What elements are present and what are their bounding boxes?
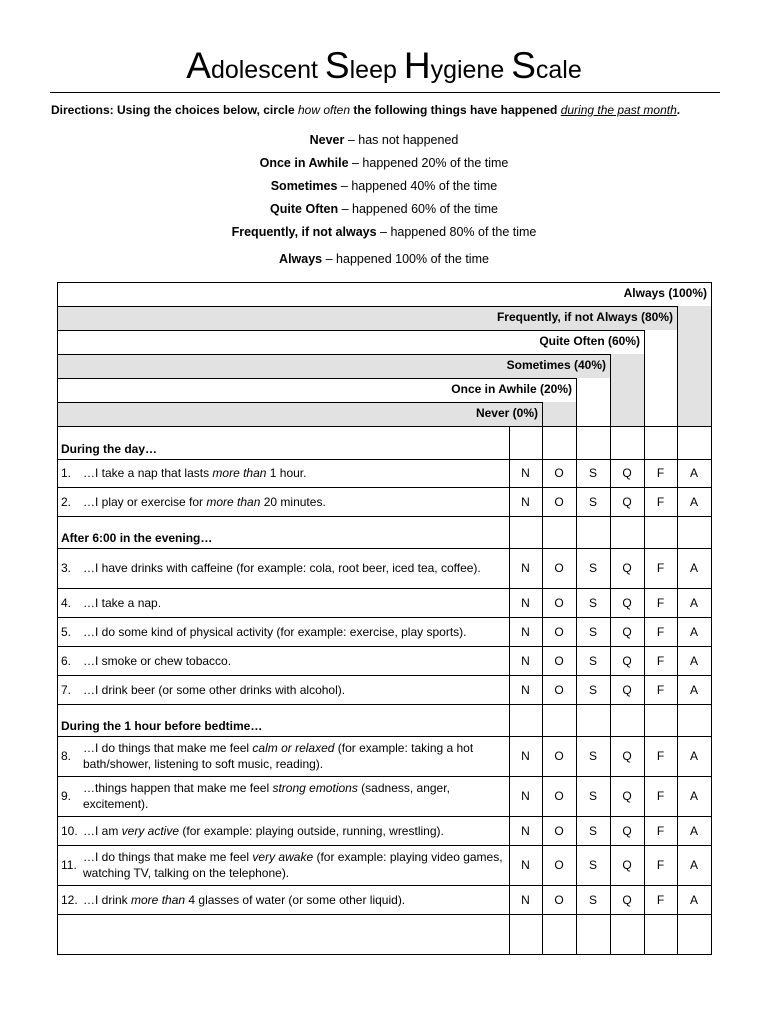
scale-header: Sometimes (40%): [506, 358, 606, 372]
answer-option-S[interactable]: S: [588, 823, 597, 838]
answer-option-A[interactable]: A: [689, 595, 698, 610]
item-text: [79, 776, 509, 816]
item-number: 10.: [61, 823, 78, 838]
answer-option-F[interactable]: F: [656, 561, 665, 575]
table-line: [677, 306, 678, 954]
answer-option-S[interactable]: S: [588, 789, 597, 803]
answer-option-N[interactable]: N: [521, 624, 530, 639]
answer-option-Q[interactable]: Q: [622, 561, 632, 575]
answer-option-F[interactable]: F: [656, 789, 665, 803]
scale-header: Frequently, if not Always (80%): [496, 310, 673, 324]
table-line: [57, 736, 712, 737]
legend-description: – has not happened: [344, 133, 459, 147]
title-initial: A: [186, 45, 211, 86]
item-number: 6.: [61, 653, 72, 668]
answer-option-F[interactable]: F: [656, 466, 665, 480]
table-line: [610, 354, 611, 954]
legend-description: – happened 40% of the time: [337, 179, 498, 193]
item-text-content: …I take a nap.: [83, 595, 162, 610]
answer-option-S[interactable]: S: [588, 682, 597, 697]
answer-option-A[interactable]: A: [689, 466, 698, 480]
table-line: [57, 282, 58, 955]
table-line: [57, 617, 712, 618]
table-line: [57, 675, 712, 676]
item-text-content: …I do things that make me feel calm or relaxed (for example: taking a hot bath/shower, listening to soft music, reading).: [83, 741, 474, 771]
answer-option-N[interactable]: N: [521, 789, 530, 803]
item-text: [79, 885, 509, 914]
answer-option-O[interactable]: O: [554, 749, 564, 763]
table-line: [57, 646, 712, 647]
answer-option-S[interactable]: S: [588, 653, 597, 668]
item-text-content: …I drink beer (or some other drinks with alcohol).: [83, 682, 346, 697]
title-initial: H: [403, 45, 431, 86]
item-text: [79, 736, 509, 776]
item-text: [79, 487, 509, 516]
scale-header: Once in Awhile (20%): [451, 382, 572, 396]
answer-option-O[interactable]: O: [554, 653, 564, 668]
answer-option-S[interactable]: S: [588, 494, 597, 509]
answer-option-F[interactable]: F: [656, 653, 665, 668]
legend-term: Frequently, if not always: [231, 225, 377, 239]
answer-option-O[interactable]: O: [554, 789, 564, 803]
answer-option-Q[interactable]: Q: [622, 892, 632, 907]
item-number: 11.: [61, 858, 77, 872]
item-text: [79, 617, 509, 646]
answer-option-A[interactable]: A: [689, 823, 698, 838]
section-label: During the 1 hour before bedtime…: [61, 719, 263, 733]
item-text-content: …I have drinks with caffeine (for example: cola, root beer, iced tea, coffee).: [83, 561, 481, 575]
legend-description: – happened 20% of the time: [348, 156, 509, 170]
answer-option-O[interactable]: O: [554, 823, 564, 838]
answer-option-Q[interactable]: Q: [622, 595, 632, 610]
answer-option-Q[interactable]: Q: [622, 749, 632, 763]
answer-option-S[interactable]: S: [588, 749, 597, 763]
scale-header: Quite Often (60%): [539, 334, 640, 348]
answer-option-N[interactable]: N: [521, 653, 530, 668]
answer-option-A[interactable]: A: [689, 858, 698, 872]
legend-term: Never: [309, 133, 345, 147]
table-line: [57, 487, 712, 488]
table-line: [57, 885, 712, 886]
title-initial: S: [324, 45, 350, 86]
legend-description: – happened 60% of the time: [338, 202, 498, 216]
answer-option-F[interactable]: F: [656, 624, 665, 639]
directions-text: Directions: Using the choices below, circle: [51, 103, 298, 117]
table-line: [57, 516, 712, 517]
table-line: [57, 954, 712, 955]
answer-option-N[interactable]: N: [521, 595, 530, 610]
answer-option-O[interactable]: O: [554, 624, 564, 639]
section-label: During the day…: [61, 442, 158, 456]
item-text-content: …I do things that make me feel very awake (for example: playing video games, watching TV, talking on the telephone).: [83, 850, 503, 880]
answer-option-Q[interactable]: Q: [622, 653, 632, 668]
table-line: [57, 704, 712, 705]
table-line: [711, 282, 712, 954]
item-text: [79, 845, 509, 885]
answer-option-F[interactable]: F: [656, 892, 665, 907]
table-line: [57, 914, 712, 915]
item-text: [79, 548, 509, 588]
answer-option-Q[interactable]: Q: [622, 466, 632, 480]
table-line: [57, 330, 645, 331]
answer-option-N[interactable]: N: [521, 858, 530, 872]
answer-option-A[interactable]: A: [689, 653, 698, 668]
item-number: 1.: [61, 466, 72, 480]
item-number: 5.: [61, 624, 72, 639]
table-line: [57, 402, 543, 403]
title-word: dolescent: [210, 56, 318, 84]
directions-underlined: during the past month: [560, 103, 677, 117]
item-text-content: …I play or exercise for more than 20 minutes.: [83, 494, 326, 509]
answer-option-N[interactable]: N: [521, 682, 530, 697]
item-text: [79, 459, 509, 487]
answer-option-O[interactable]: O: [554, 858, 564, 872]
item-text-content: …things happen that make me feel strong emotions (sadness, anger, excitement).: [83, 781, 450, 811]
answer-option-O[interactable]: O: [554, 494, 564, 509]
answer-option-A[interactable]: A: [689, 682, 698, 697]
title-word: leep: [349, 56, 397, 84]
table-line: [57, 845, 712, 846]
table-line: [57, 776, 712, 777]
answer-option-A[interactable]: A: [689, 789, 698, 803]
answer-option-F[interactable]: F: [656, 595, 665, 610]
item-text-content: …I smoke or chew tobacco.: [83, 653, 232, 668]
item-number: 7.: [61, 682, 72, 697]
answer-option-A[interactable]: A: [689, 561, 698, 575]
legend-description: – happened 80% of the time: [376, 225, 537, 239]
answer-option-S[interactable]: S: [588, 624, 597, 639]
table-line: [542, 402, 543, 954]
section-label: After 6:00 in the evening…: [61, 531, 213, 545]
title-word: ygiene: [430, 56, 505, 84]
answer-option-S[interactable]: S: [588, 561, 597, 575]
answer-option-A[interactable]: A: [689, 494, 698, 509]
item-text-content: …I take a nap that lasts more than 1 hour.: [83, 466, 307, 480]
table-line: [57, 354, 611, 355]
scale-header: Always (100%): [623, 286, 707, 300]
column-shade: [677, 306, 711, 427]
title-initial: S: [511, 45, 536, 86]
table-line: [57, 816, 712, 817]
directions-text: .: [676, 103, 681, 117]
answer-option-A[interactable]: A: [689, 624, 698, 639]
answer-option-Q[interactable]: Q: [622, 789, 632, 803]
answer-option-S[interactable]: S: [588, 595, 597, 610]
answer-option-F[interactable]: F: [656, 494, 665, 509]
answer-option-N[interactable]: N: [521, 466, 530, 480]
column-shade: [542, 402, 576, 427]
item-number: 12.: [61, 892, 78, 907]
answer-option-F[interactable]: F: [656, 682, 665, 697]
answer-option-F[interactable]: F: [656, 858, 665, 872]
item-number: 3.: [61, 561, 72, 575]
scale-header: Never (0%): [475, 406, 538, 420]
column-shade: [610, 354, 644, 427]
directions-emphasis: how often: [297, 103, 351, 117]
item-number: 8.: [61, 749, 72, 763]
title-word: cale: [535, 56, 582, 84]
answer-option-Q[interactable]: Q: [622, 624, 632, 639]
answer-option-N[interactable]: N: [521, 749, 530, 763]
legend-term: Once in Awhile: [259, 156, 349, 170]
answer-option-A[interactable]: A: [689, 749, 698, 763]
item-text-content: …I am very active (for example: playing outside, running, wrestling).: [83, 823, 444, 838]
answer-option-S[interactable]: S: [588, 466, 597, 480]
item-text: [79, 675, 509, 704]
item-number: 4.: [61, 595, 72, 610]
answer-option-A[interactable]: A: [689, 892, 698, 907]
table-line: [57, 282, 712, 283]
table-line: [57, 378, 577, 379]
answer-option-S[interactable]: S: [588, 892, 597, 907]
legend-term: Always: [279, 252, 323, 266]
answer-option-Q[interactable]: Q: [622, 823, 632, 838]
answer-option-N[interactable]: N: [521, 892, 530, 907]
answer-option-F[interactable]: F: [656, 823, 665, 838]
answer-option-O[interactable]: O: [554, 561, 564, 575]
legend-term: Sometimes: [270, 179, 338, 193]
answer-option-O[interactable]: O: [554, 595, 564, 610]
answer-option-N[interactable]: N: [521, 823, 530, 838]
answer-option-N[interactable]: N: [521, 494, 530, 509]
legend-description: – happened 100% of the time: [322, 252, 489, 266]
table-line: [57, 459, 712, 460]
item-text-content: …I drink more than 4 glasses of water (or some other liquid).: [83, 892, 406, 907]
item-number: 9.: [61, 789, 72, 803]
answer-option-O[interactable]: O: [554, 892, 564, 907]
answer-option-O[interactable]: O: [554, 682, 564, 697]
item-text: [79, 816, 509, 845]
answer-option-F[interactable]: F: [656, 749, 665, 763]
table-line: [576, 378, 577, 954]
item-text: [79, 588, 509, 617]
table-line: [644, 330, 645, 954]
legend-term: Quite Often: [270, 202, 339, 216]
answer-option-Q[interactable]: Q: [622, 682, 632, 697]
directions-text: the following things have happened: [350, 103, 561, 117]
answer-option-Q[interactable]: Q: [622, 494, 632, 509]
answer-option-Q[interactable]: Q: [622, 858, 632, 872]
answer-option-S[interactable]: S: [588, 858, 597, 872]
table-line: [57, 426, 712, 427]
table-line: [57, 306, 678, 307]
item-number: 2.: [61, 494, 72, 509]
answer-option-O[interactable]: O: [554, 466, 564, 480]
table-line: [57, 548, 712, 549]
table-line: [57, 588, 712, 589]
answer-option-N[interactable]: N: [521, 561, 530, 575]
item-text-content: …I do some kind of physical activity (for example: exercise, play sports).: [83, 624, 467, 639]
table-line: [509, 426, 510, 954]
item-text: [79, 646, 509, 675]
